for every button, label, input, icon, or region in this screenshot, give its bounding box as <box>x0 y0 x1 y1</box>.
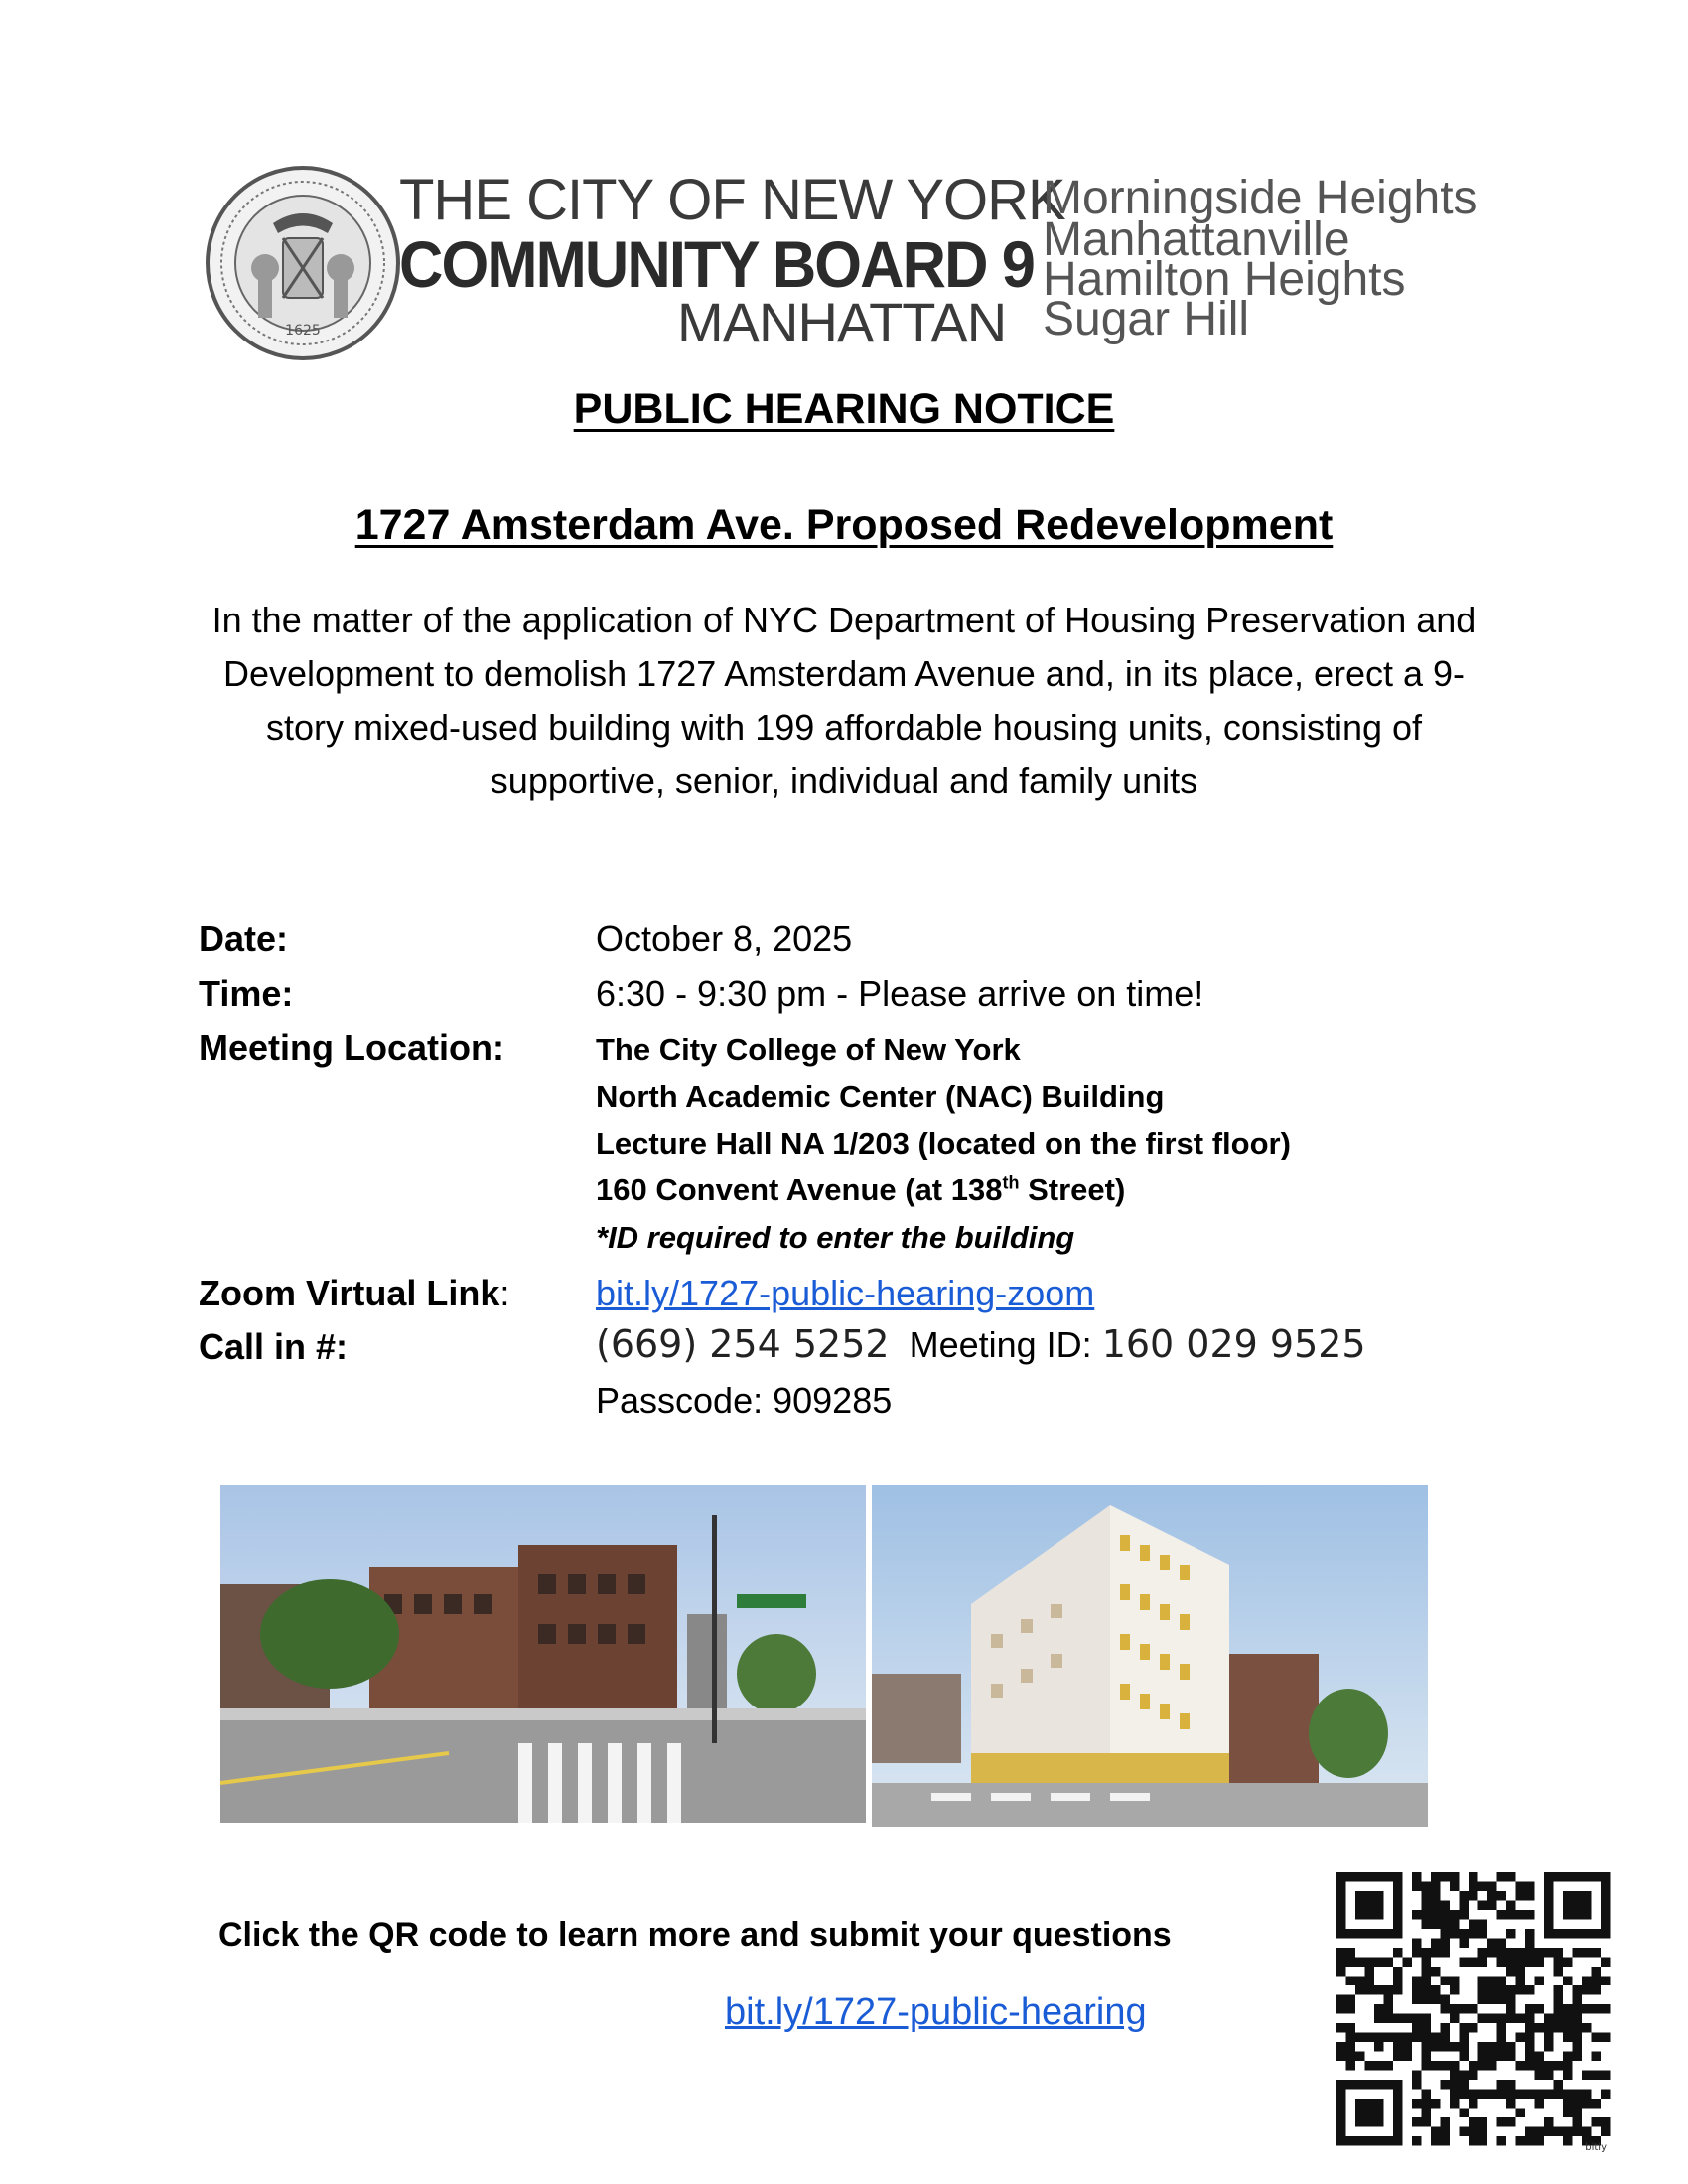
location-address <box>596 1172 1125 1208</box>
zoom-label-colon: : <box>499 1273 510 1313</box>
public-hearing-link[interactable]: bit.ly/1727-public-hearing <box>725 1991 1147 2033</box>
location-line: The City College of New York <box>596 1032 1021 1067</box>
qr-code-icon[interactable] <box>1331 1866 1618 2154</box>
neighborhood-name: Manhattanville <box>1043 213 1350 266</box>
time-value: 6:30 - 9:30 pm - Please arrive on time! <box>596 973 1204 1014</box>
notice-title: PUBLIC HEARING NOTICE <box>573 385 1115 433</box>
qr-brand-text: bitly <box>1585 2142 1607 2153</box>
address-text-end: Street) <box>1019 1172 1126 1207</box>
header-board: COMMUNITY BOARD 9 <box>399 227 1035 301</box>
address-ordinal: th <box>1002 1172 1020 1193</box>
proposed-building-rendering <box>872 1485 1428 1827</box>
description-paragraph: In the matter of the application of NYC Department of Housing Preservation and Development to demolish 1727 Amsterdam Avenue and, in its place, erect a 9-story mixed-used building with 199 affordable housing units, consisting of supportive, senior, individual and family units <box>211 600 1477 801</box>
address-text: 160 Convent Avenue (at 138 <box>596 1172 1003 1207</box>
call-in-value <box>596 1322 1366 1366</box>
call-in-label: Call in #: <box>199 1326 349 1367</box>
zoom-link[interactable]: bit.ly/1727-public-hearing-zoom <box>596 1273 1095 1313</box>
zoom-label <box>199 1273 509 1314</box>
existing-site-photo <box>220 1485 866 1823</box>
project-title: 1727 Amsterdam Ave. Proposed Redevelopment <box>354 501 1334 549</box>
qr-call-to-action: Click the QR code to learn more and submit your questions <box>218 1916 1172 1954</box>
neighborhood-name: Morningside Heights <box>1043 172 1477 224</box>
meeting-id-value: 160 029 9525 <box>1101 1322 1366 1366</box>
city-seal-logo <box>204 164 402 362</box>
date-label: Date: <box>199 918 289 959</box>
id-required-note: *ID required to enter the building <box>596 1220 1075 1255</box>
neighborhood-name: Sugar Hill <box>1043 293 1250 345</box>
neighborhood-name: Hamilton Heights <box>1043 253 1406 306</box>
location-line: Lecture Hall NA 1/203 (located on the first floor) <box>596 1126 1291 1160</box>
phone-number[interactable]: (669) 254 5252 <box>596 1322 890 1366</box>
header-borough: MANHATTAN <box>677 291 1007 353</box>
header-city: THE CITY OF NEW YORK <box>399 168 1065 232</box>
meeting-id-label: Meeting ID: <box>909 1324 1092 1365</box>
svg-text:1625: 1625 <box>285 323 321 339</box>
date-value: October 8, 2025 <box>596 918 853 959</box>
time-label: Time: <box>199 973 294 1014</box>
location-label: Meeting Location: <box>199 1027 504 1068</box>
location-line: North Academic Center (NAC) Building <box>596 1079 1165 1114</box>
zoom-label-text: Zoom Virtual Link <box>199 1273 500 1313</box>
passcode: Passcode: 909285 <box>596 1380 893 1421</box>
